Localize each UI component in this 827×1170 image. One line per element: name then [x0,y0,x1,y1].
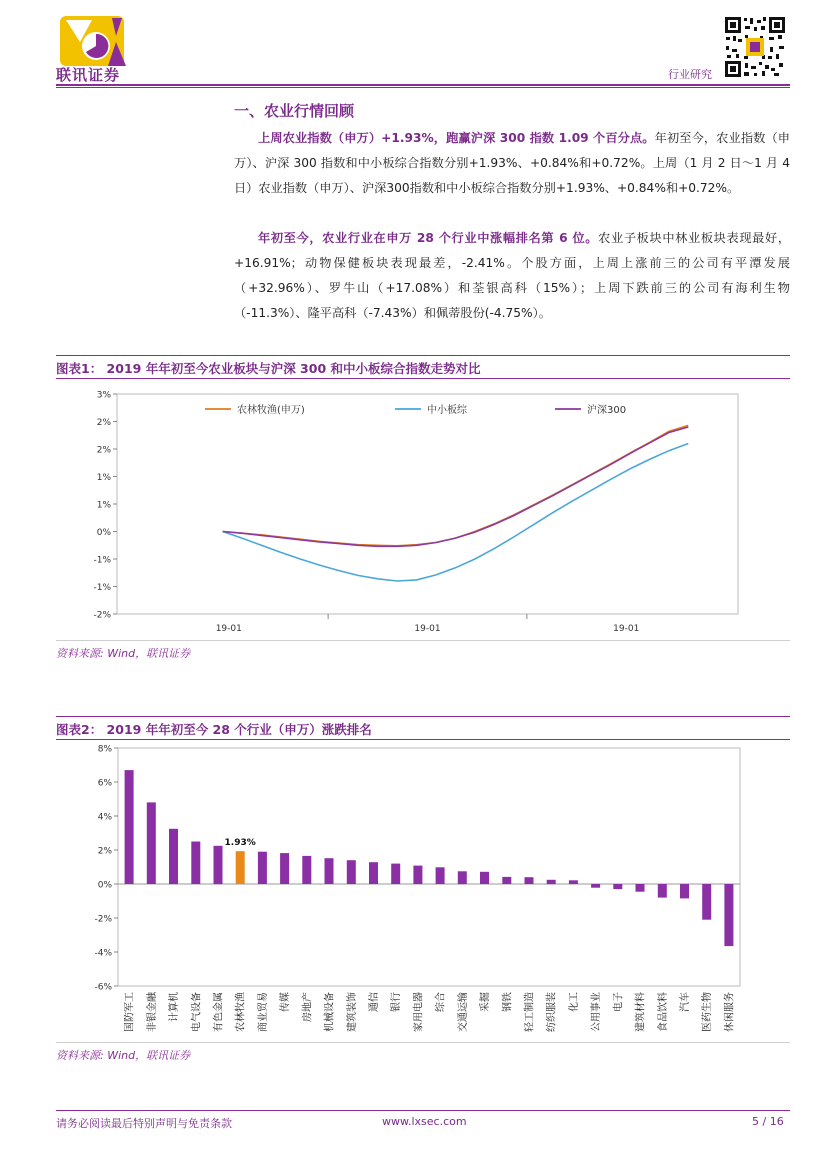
x-category-label: 采掘 [480,992,492,1012]
figure2-title: 图表2： 2019 年年初至今 28 个行业（申万）涨跌排名 [56,722,372,737]
section-title: 一、农业行情回顾 [234,102,355,120]
y-tick-label: 8% [97,744,112,755]
x-category-label: 传媒 [280,992,292,1012]
y-tick-label: 2% [96,445,111,456]
legend-label: 中小板综 [427,405,467,416]
bar-data-label: 1.93% [224,838,256,849]
x-category-label: 农林牧渔 [235,992,247,1032]
y-tick-label: 2% [97,846,112,857]
bar-房地产 [302,856,311,884]
x-tick-label: 19-01 [215,624,242,634]
bar-有色金属 [214,846,223,884]
line-chart-index-comparison [56,382,790,642]
paragraph-body: 年初至今，农业指数（申万）、沪深 300 指数和中小板综合指数分别+1.93%、+0.84%和+0.72%。上周（1 月 2 日～1 月 4 日）农业指数（申万）、沪深300指数和中小板综合指数分别+1.93%、+0.84%和+0.72%。 [234,131,790,195]
bar-医药生物 [702,884,711,920]
y-tick-label: -6% [94,982,112,993]
y-tick-label: 0% [96,528,111,538]
x-category-label: 建筑材料 [635,992,647,1032]
x-category-label: 钢铁 [502,992,514,1012]
x-category-label: 休闲服务 [724,992,736,1032]
y-tick-label: -1% [93,583,111,593]
report-category-label: 行业研究 [668,68,712,81]
legend-label: 农林牧渔(申万) [237,405,305,416]
bar-机械设备 [325,858,334,884]
x-tick-label: 19-01 [414,624,441,634]
paragraph-body: 农业子板块中林业板块表现最好，+16.91%；动物保健板块表现最差，-2.41%。个股方面，上周上涨前三的公司有平潭发展（+32.96%）、罗牛山（+17.08%）和荃银高科（15%）；上周下跌前三的公司有海利生物（-11.3%）、隆平高科（-7.43%）和佩蒂股份(-4.75%）。 [234,231,791,320]
x-tick-label: 19-01 [613,624,640,634]
figure2-title-rule [56,739,790,740]
footer-disclaimer-link[interactable]: 请务必阅读最后特别声明与免责条款 [56,1117,232,1130]
y-tick-label: 3% [96,390,111,401]
bar-商业贸易 [258,852,267,884]
x-category-label: 纺织服装 [546,992,558,1032]
figure1-bottom-rule [56,640,790,641]
header-divider [56,84,790,86]
x-category-label: 商业贸易 [257,992,269,1032]
bar-家用电器 [413,866,422,884]
bar-汽车 [680,884,689,898]
x-category-label: 家用电器 [413,992,425,1032]
paragraph-lead-bold: 年初至今，农业行业在申万 28 个行业中涨幅排名第 6 位。 [258,231,599,245]
x-category-label: 建筑装饰 [346,992,358,1032]
footer-divider [56,1110,790,1111]
x-category-label: 汽车 [679,992,691,1012]
bar-纺织服装 [547,880,556,884]
bar-chart-industry-ranking [56,742,790,1042]
bar-建筑装饰 [347,860,356,884]
x-category-label: 计算机 [169,992,181,1022]
figure1-top-rule [56,355,790,356]
x-category-label: 轻工制造 [524,992,536,1032]
series-line-1 [223,444,689,582]
bar-非银金融 [147,802,156,884]
paragraph-lead-bold: 上周农业指数（申万）+1.93%，跑赢沪深 300 指数 1.09 个百分点。 [258,131,655,145]
bar-通信 [369,862,378,884]
legend-label: 沪深300 [587,405,627,416]
plot-area-frame [117,394,738,614]
y-tick-label: -1% [93,555,111,566]
bar-电子 [613,884,622,889]
x-category-label: 通信 [368,992,380,1012]
paragraph-weekly-performance [234,126,790,201]
y-tick-label: 6% [97,778,112,789]
figure2-bottom-rule [56,1042,790,1043]
x-category-label: 综合 [435,992,447,1012]
x-category-label: 国防军工 [124,992,136,1032]
x-category-label: 银行 [391,992,403,1012]
bar-钢铁 [502,877,511,884]
bar-建筑材料 [636,884,645,892]
x-category-label: 化工 [568,992,580,1012]
figure1-title-rule [56,378,790,379]
x-category-label: 交通运输 [457,992,469,1032]
y-tick-label: 0% [97,880,112,891]
y-tick-label: 2% [96,418,111,428]
bar-交通运输 [458,871,467,884]
bar-农林牧渔 [236,851,245,884]
page-number: 5 / 16 [752,1115,784,1128]
x-category-label: 房地产 [302,992,314,1022]
logo-text: 联讯证券 [56,66,121,84]
x-category-label: 食品饮料 [657,992,669,1032]
y-tick-label: 1% [96,473,111,483]
bar-采掘 [480,872,489,884]
figure1-source: 资料来源: Wind，联讯证券 [56,647,191,660]
x-category-label: 非银金融 [146,992,158,1032]
y-tick-label: -2% [93,610,111,621]
y-tick-label: -4% [94,948,112,959]
bar-综合 [436,867,445,884]
figure1-title: 图表1： 2019 年年初至今农业板块与沪深 300 和中小板综合指数走势对比 [56,361,481,376]
bar-国防军工 [125,770,134,884]
qr-code-icon [724,16,786,78]
bar-化工 [569,880,578,884]
figure2-top-rule [56,716,790,717]
bar-银行 [391,864,400,884]
y-tick-label: 1% [96,500,111,511]
y-tick-label: 4% [97,812,112,823]
y-tick-label: -2% [94,914,112,925]
x-category-label: 电子 [613,992,625,1012]
x-category-label: 机械设备 [324,992,336,1032]
bar-公用事业 [591,884,600,888]
x-category-label: 有色金属 [213,992,225,1032]
bar-轻工制造 [525,877,534,884]
footer-website-link[interactable]: www.lxsec.com [382,1115,467,1128]
plot-area-frame [118,748,740,986]
bar-休闲服务 [724,884,733,946]
header-divider-thin [56,87,790,88]
paragraph-ytd-ranking [234,226,790,326]
x-category-label: 电气设备 [191,992,203,1032]
figure2-source: 资料来源: Wind，联讯证券 [56,1049,191,1062]
bar-计算机 [169,829,178,884]
bar-传媒 [280,853,289,884]
bar-食品饮料 [658,884,667,898]
series-line-0 [223,425,689,545]
bar-电气设备 [191,842,200,885]
series-line-2 [223,427,689,546]
x-category-label: 公用事业 [591,992,603,1032]
x-category-label: 医药生物 [702,992,714,1032]
